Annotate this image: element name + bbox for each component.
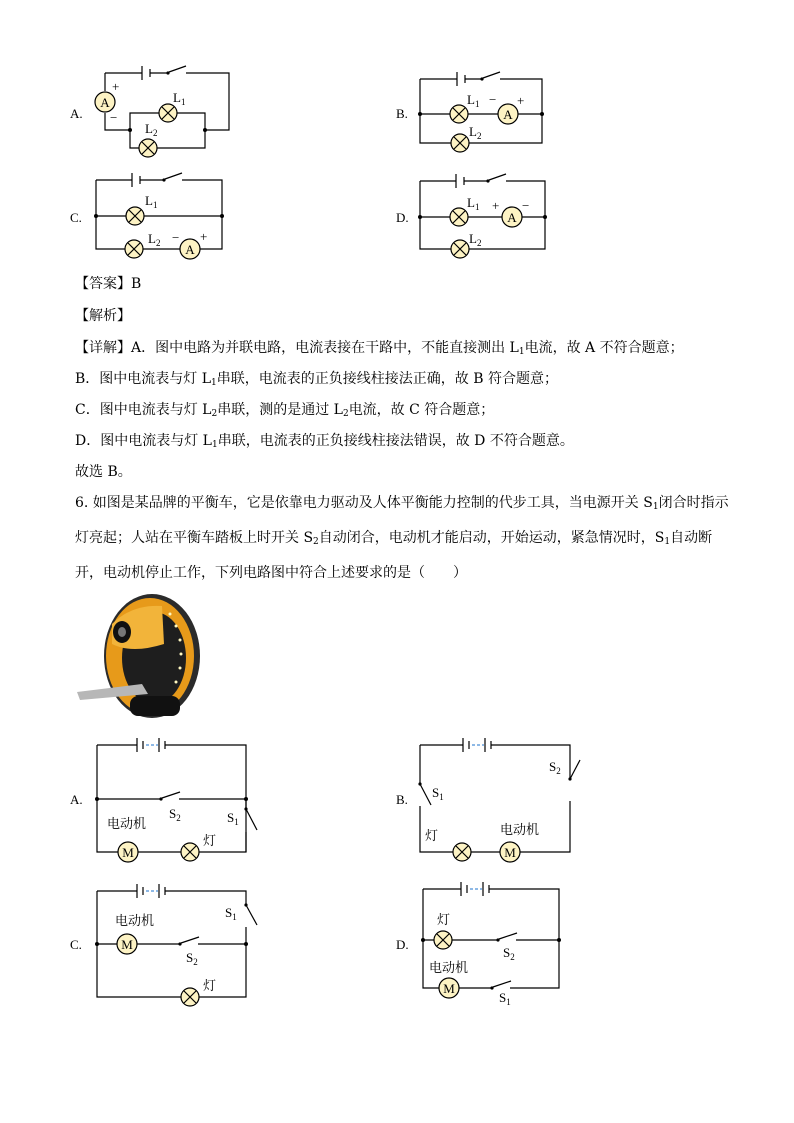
svg-text:L1: $L_1$ [467, 92, 480, 109]
q6-option-a-label: A. [70, 792, 83, 807]
svg-text:A: A [507, 210, 517, 225]
svg-text:电动机: 电动机 [429, 960, 469, 975]
q5-option-c-label: C. [70, 210, 82, 225]
switch-s2-label: $S_2$ [169, 806, 181, 823]
svg-text:L1: $L_1$ [467, 195, 480, 212]
svg-text:L2: $L_2$ [148, 231, 161, 248]
q6-circuit-c [95, 884, 257, 1006]
q6-option-d-label: D. [396, 937, 409, 952]
svg-text:+: + [517, 93, 525, 108]
q6-circuit-d [421, 882, 561, 1007]
svg-text:M: M [121, 937, 133, 952]
svg-text:−: − [172, 230, 180, 245]
svg-text:S1: $S_1$ [499, 990, 511, 1007]
svg-text:L1: $L_1$ [145, 193, 158, 210]
switch-s1-label: $S_1$ [227, 810, 239, 827]
svg-text:灯: 灯 [203, 833, 217, 848]
q6-option-b-label: B. [396, 792, 408, 807]
svg-text:M: M [443, 981, 455, 996]
svg-text:S1: $S_1$ [225, 905, 237, 922]
svg-text:L1: $L_1$ [173, 90, 186, 107]
svg-text:+: + [112, 79, 120, 94]
answer-line: 【答案】B [75, 276, 142, 292]
svg-text:S1: $S_1$ [432, 785, 444, 802]
lamp-icon [159, 104, 177, 122]
detail-line-d: D．图中电流表与灯 $L_1$串联，电流表的正负接线柱接法错误，故 D 不符合题意。 [75, 433, 574, 450]
q6-option-c-label: C. [70, 937, 82, 952]
svg-text:电动机: 电动机 [115, 913, 155, 928]
detail-line-c: C．图中电流表与灯 $L_2$串联，测的是通过 $L_2$电流，故 C 符合题意； [75, 402, 495, 419]
lamp-icon [434, 931, 452, 949]
q5-circuit-a [95, 66, 229, 157]
svg-text:L2: $L_2$ [469, 124, 482, 141]
svg-text:L2: $L_2$ [469, 231, 482, 248]
lamp-icon [451, 240, 469, 258]
svg-text:电动机: 电动机 [500, 822, 540, 837]
svg-text:电动机: 电动机 [107, 816, 147, 831]
lamp-icon [181, 988, 199, 1006]
svg-text:M: M [504, 845, 516, 860]
svg-text:−: − [522, 198, 530, 213]
detail-line-b: B．图中电流表与灯 $L_1$串联，电流表的正负接线柱接法正确，故 B 符合题意； [75, 371, 558, 388]
lamp-icon [450, 105, 468, 123]
lamp-icon [126, 207, 144, 225]
svg-text:A: A [185, 242, 195, 257]
svg-text:+: + [492, 198, 500, 213]
q5-option-d-label: D. [396, 210, 409, 225]
svg-text:S2: $S_2$ [503, 945, 515, 962]
svg-text:−: − [110, 110, 118, 125]
lamp-icon [139, 139, 157, 157]
lamp-icon [125, 240, 143, 258]
analysis-heading: 【解析】 [75, 308, 131, 324]
conclusion-line: 故选 B。 [75, 464, 132, 480]
svg-text:S2: $S_2$ [186, 950, 198, 967]
svg-text:−: − [489, 92, 497, 107]
q5-circuit-c [94, 173, 224, 259]
svg-text:L2: $L_2$ [145, 121, 158, 138]
balance-car-image [72, 584, 202, 724]
q6-stem: 6. 如图是某品牌的平衡车，它是依靠电力驱动及人体平衡能力控制的代步工具，当电源开关 $S_1$闭合时指示灯亮起；人站在平衡车踏板上时开关 $S_2$自动闭合，电动机才能启动，开始运动，紧急情况时，$S_1$自动断开，电动机停止工作，下列电路图中符合上述要求的是（ ） [75, 495, 729, 581]
detail-line-a: 【详解】A．图中电路为并联电路，电流表接在干路中，不能直接测出 $L_1$电流，故 A 不符合题意； [75, 340, 684, 357]
q5-option-a-label: A. [70, 106, 83, 121]
lamp-icon [450, 208, 468, 226]
lamp-icon [453, 843, 471, 861]
lamp-icon [181, 843, 199, 861]
svg-text:灯: 灯 [425, 828, 439, 843]
svg-text:S2: $S_2$ [549, 759, 561, 776]
svg-text:灯: 灯 [437, 912, 451, 927]
svg-text:灯: 灯 [203, 978, 217, 993]
svg-text:A: A [100, 95, 110, 110]
q5-circuit-b [418, 72, 544, 152]
svg-text:M: M [122, 845, 134, 860]
lamp-icon [451, 134, 469, 152]
q5-circuit-d [418, 174, 547, 258]
q6-circuit-a [95, 738, 257, 862]
svg-text:A: A [503, 107, 513, 122]
svg-text:+: + [200, 229, 208, 244]
q5-option-b-label: B. [396, 106, 408, 121]
q6-circuit-b [418, 738, 580, 862]
